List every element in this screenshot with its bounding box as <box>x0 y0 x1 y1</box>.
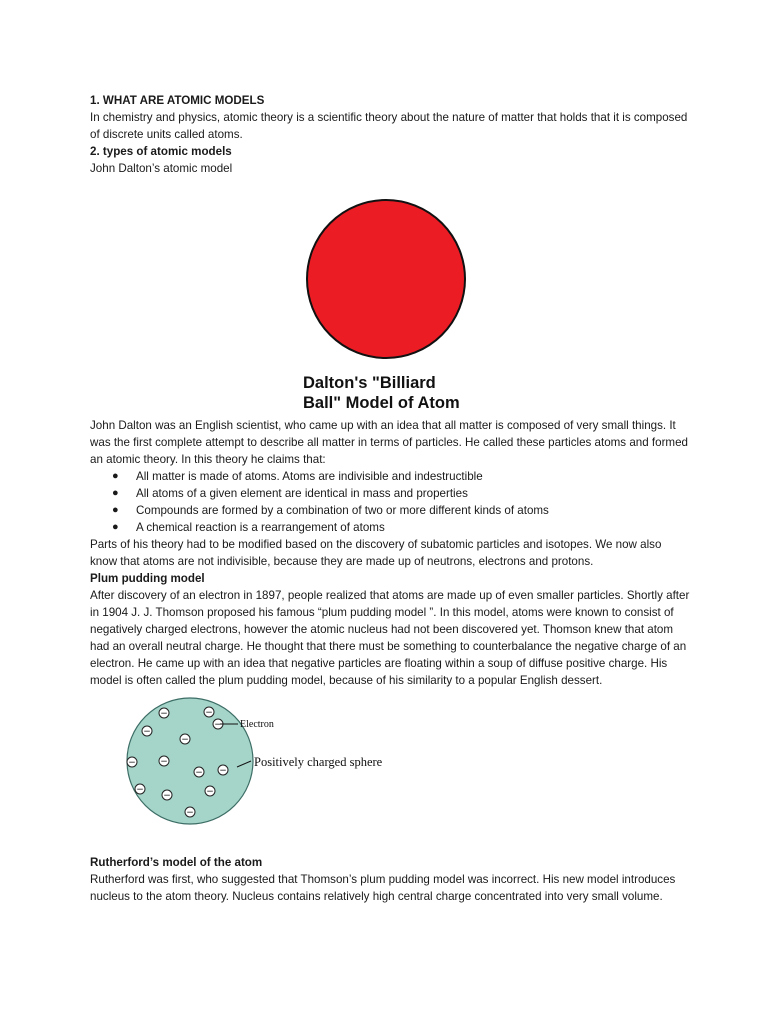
plum-pudding-heading: Plum pudding model <box>90 572 205 585</box>
electron-minus-symbol: − <box>181 735 189 746</box>
dalton-theory-list <box>90 468 690 536</box>
electron-minus-symbol: − <box>128 758 136 769</box>
section-heading-types: 2. types of atomic models <box>90 145 232 158</box>
electron-minus-symbol: − <box>205 708 213 719</box>
electron-minus-symbol: − <box>219 766 227 777</box>
list-item: ● All atoms of a given element are identical in mass and properties <box>112 487 468 500</box>
document-body <box>90 92 690 905</box>
dalton-figure <box>90 177 690 417</box>
paragraph-dalton-intro: John Dalton was an English scientist, who came up with an idea that all matter is composed of very small things. It was the first complete attempt to describe all matter in terms of particles. He called these particles atoms and formed an atomic theory. In this theory he claims that: <box>90 419 688 466</box>
bullet-icon: ● <box>112 487 119 499</box>
section-heading-atomic-models: 1. WHAT ARE ATOMIC MODELS <box>90 94 265 107</box>
dalton-subheading: John Dalton’s atomic model <box>90 162 233 175</box>
positive-sphere <box>127 698 253 824</box>
caption-line-2: Ball" Model of Atom <box>303 394 460 412</box>
paragraph-dalton-outro: Parts of his theory had to be modified based on the discovery of subatomic particles and isotopes. We now also know that atoms are not indivisible, because they are made up of neutrons, electrons and protons. <box>90 538 662 568</box>
electron-minus-symbol: − <box>163 791 171 802</box>
thomson-figure <box>90 689 690 854</box>
bullet-icon: ● <box>112 470 119 482</box>
rutherford-heading: Rutherford’s model of the atom <box>90 856 263 869</box>
label-positive-sphere: Positively charged sphere <box>254 755 383 769</box>
electron-minus-symbol: − <box>136 785 144 796</box>
electron-minus-symbol: − <box>143 727 151 738</box>
electron-minus-symbol: − <box>214 720 222 731</box>
electron-minus-symbol: − <box>206 787 214 798</box>
dalton-billiard-ball-image <box>306 199 466 359</box>
caption-line-1: Dalton's "Billiard <box>303 374 436 392</box>
list-item: ● All matter is made of atoms. Atoms are indivisible and indestructible <box>112 470 483 483</box>
electron-minus-symbol: − <box>186 808 194 819</box>
bullet-icon: ● <box>112 504 119 516</box>
list-item: ● Compounds are formed by a combination of two or more different kinds of atoms <box>112 504 549 517</box>
paragraph-plum-pudding: After discovery of an electron in 1897, people realized that atoms are made up of even smaller particles. Shortly after in 1904 J. J. Thomson proposed his famous “plum pudding model ”. In this model, atoms were known to consist of negatively charged electrons, however the atomic nucleus had not been discovered yet. Thomson knew that atom had an overall neutral charge. He thought that there must be something to counterbalance the negative charge of an electron. He came up with an idea that negative particles are floating within a soup of diffuse positive charge. His model is often called the plum pudding model, because of his similarity to a popular English dessert. <box>90 589 690 687</box>
paragraph-atomic-theory: In chemistry and physics, atomic theory is a scientific theory about the nature of matter that holds that it is composed of discrete units called atoms. <box>90 111 688 141</box>
electron-minus-symbol: − <box>160 709 168 720</box>
list-item: ● A chemical reaction is a rearrangement of atoms <box>112 521 385 534</box>
electron-minus-symbol: − <box>195 768 203 779</box>
plum-pudding-diagram <box>110 694 430 844</box>
electron-minus-symbol: − <box>160 757 168 768</box>
paragraph-rutherford: Rutherford was first, who suggested that Thomson’s plum pudding model was incorrect. His new model introduces nucleus to the atom theory. Nucleus contains relatively high central charge concentrated into very small volume. <box>90 873 676 903</box>
dalton-figure-caption <box>303 373 460 413</box>
label-electron: Electron <box>240 719 274 730</box>
bullet-icon: ● <box>112 521 119 533</box>
